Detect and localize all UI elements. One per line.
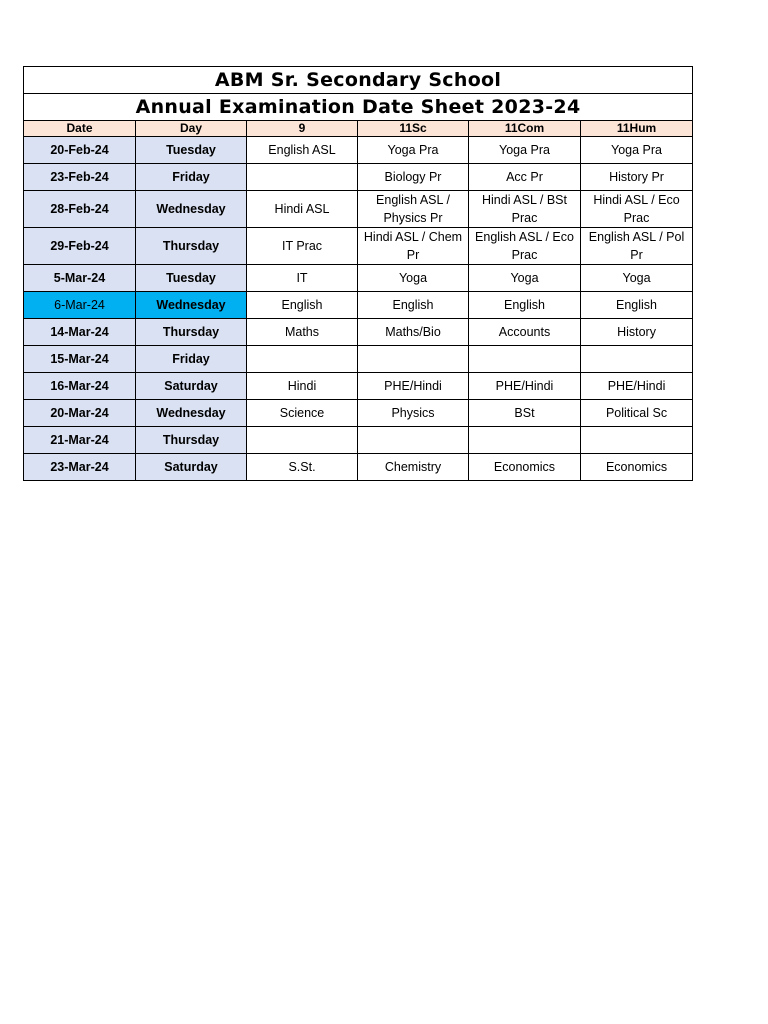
column-header-class-9: 9 — [247, 121, 358, 137]
date-cell: 14-Mar-24 — [24, 319, 136, 346]
column-header-date: Date — [24, 121, 136, 137]
table-row — [24, 292, 693, 319]
class-11sc-cell: Hindi ASL / Chem Pr — [358, 228, 469, 265]
day-cell: Friday — [136, 346, 247, 373]
date-cell: 29-Feb-24 — [24, 228, 136, 265]
day-cell: Wednesday — [136, 292, 247, 319]
class-9-cell: Hindi — [247, 373, 358, 400]
table-row — [24, 346, 693, 373]
class-9-cell: Hindi ASL — [247, 191, 358, 228]
date-cell: 16-Mar-24 — [24, 373, 136, 400]
class-11hum-cell: English — [581, 292, 693, 319]
class-9-cell — [247, 427, 358, 454]
class-9-cell: Science — [247, 400, 358, 427]
class-11sc-cell — [358, 427, 469, 454]
day-cell: Thursday — [136, 228, 247, 265]
date-cell: 15-Mar-24 — [24, 346, 136, 373]
class-11com-cell: Yoga — [469, 265, 581, 292]
day-cell: Thursday — [136, 319, 247, 346]
class-9-cell — [247, 346, 358, 373]
class-11com-cell: PHE/Hindi — [469, 373, 581, 400]
day-cell: Saturday — [136, 454, 247, 481]
class-11com-cell: English ASL / Eco Prac — [469, 228, 581, 265]
class-11sc-cell: English — [358, 292, 469, 319]
class-11hum-cell — [581, 346, 693, 373]
table-row — [24, 427, 693, 454]
table-row — [24, 191, 693, 228]
class-9-cell: Maths — [247, 319, 358, 346]
class-11sc-cell — [358, 346, 469, 373]
table-row — [24, 137, 693, 164]
exam-table — [23, 66, 693, 481]
class-11hum-cell: Yoga Pra — [581, 137, 693, 164]
class-9-cell: IT Prac — [247, 228, 358, 265]
day-cell: Wednesday — [136, 400, 247, 427]
table-row — [24, 454, 693, 481]
class-11hum-cell: PHE/Hindi — [581, 373, 693, 400]
date-cell: 21-Mar-24 — [24, 427, 136, 454]
class-11sc-cell: Yoga — [358, 265, 469, 292]
day-cell: Tuesday — [136, 265, 247, 292]
class-11com-cell: Hindi ASL / BSt Prac — [469, 191, 581, 228]
table-row — [24, 319, 693, 346]
class-11sc-cell: Yoga Pra — [358, 137, 469, 164]
class-11sc-cell: Maths/Bio — [358, 319, 469, 346]
column-header-class-11hum: 11Hum — [581, 121, 693, 137]
class-9-cell: English — [247, 292, 358, 319]
date-cell: 23-Feb-24 — [24, 164, 136, 191]
date-cell: 28-Feb-24 — [24, 191, 136, 228]
class-11hum-cell: English ASL / Pol Pr — [581, 228, 693, 265]
class-9-cell: S.St. — [247, 454, 358, 481]
school-name: ABM Sr. Secondary School — [24, 67, 693, 94]
sheet-title: Annual Examination Date Sheet 2023-24 — [24, 94, 693, 121]
class-11com-cell: Acc Pr — [469, 164, 581, 191]
class-11com-cell: BSt — [469, 400, 581, 427]
class-9-cell: IT — [247, 265, 358, 292]
class-11hum-cell: Hindi ASL / Eco Prac — [581, 191, 693, 228]
class-11sc-cell: Physics — [358, 400, 469, 427]
date-cell: 20-Mar-24 — [24, 400, 136, 427]
day-cell: Tuesday — [136, 137, 247, 164]
class-11sc-cell: Biology Pr — [358, 164, 469, 191]
table-row — [24, 164, 693, 191]
table-row — [24, 228, 693, 265]
table-row — [24, 265, 693, 292]
class-11hum-cell: Economics — [581, 454, 693, 481]
date-cell: 23-Mar-24 — [24, 454, 136, 481]
class-11com-cell — [469, 346, 581, 373]
class-11com-cell: Accounts — [469, 319, 581, 346]
class-11hum-cell: Yoga — [581, 265, 693, 292]
class-11hum-cell: History Pr — [581, 164, 693, 191]
class-11sc-cell: English ASL / Physics Pr — [358, 191, 469, 228]
class-11com-cell: Yoga Pra — [469, 137, 581, 164]
column-header-class-11com: 11Com — [469, 121, 581, 137]
table-row — [24, 373, 693, 400]
date-sheet — [23, 66, 692, 481]
class-9-cell: English ASL — [247, 137, 358, 164]
day-cell: Wednesday — [136, 191, 247, 228]
column-header-day: Day — [136, 121, 247, 137]
day-cell: Friday — [136, 164, 247, 191]
table-row — [24, 400, 693, 427]
day-cell: Thursday — [136, 427, 247, 454]
class-11hum-cell: History — [581, 319, 693, 346]
column-header-class-11sc: 11Sc — [358, 121, 469, 137]
date-cell: 5-Mar-24 — [24, 265, 136, 292]
class-9-cell — [247, 164, 358, 191]
date-cell: 20-Feb-24 — [24, 137, 136, 164]
class-11hum-cell: Political Sc — [581, 400, 693, 427]
column-header-row — [24, 121, 693, 137]
class-11sc-cell: PHE/Hindi — [358, 373, 469, 400]
class-11com-cell: English — [469, 292, 581, 319]
class-11hum-cell — [581, 427, 693, 454]
date-cell: 6-Mar-24 — [24, 292, 136, 319]
day-cell: Saturday — [136, 373, 247, 400]
class-11sc-cell: Chemistry — [358, 454, 469, 481]
class-11com-cell — [469, 427, 581, 454]
class-11com-cell: Economics — [469, 454, 581, 481]
